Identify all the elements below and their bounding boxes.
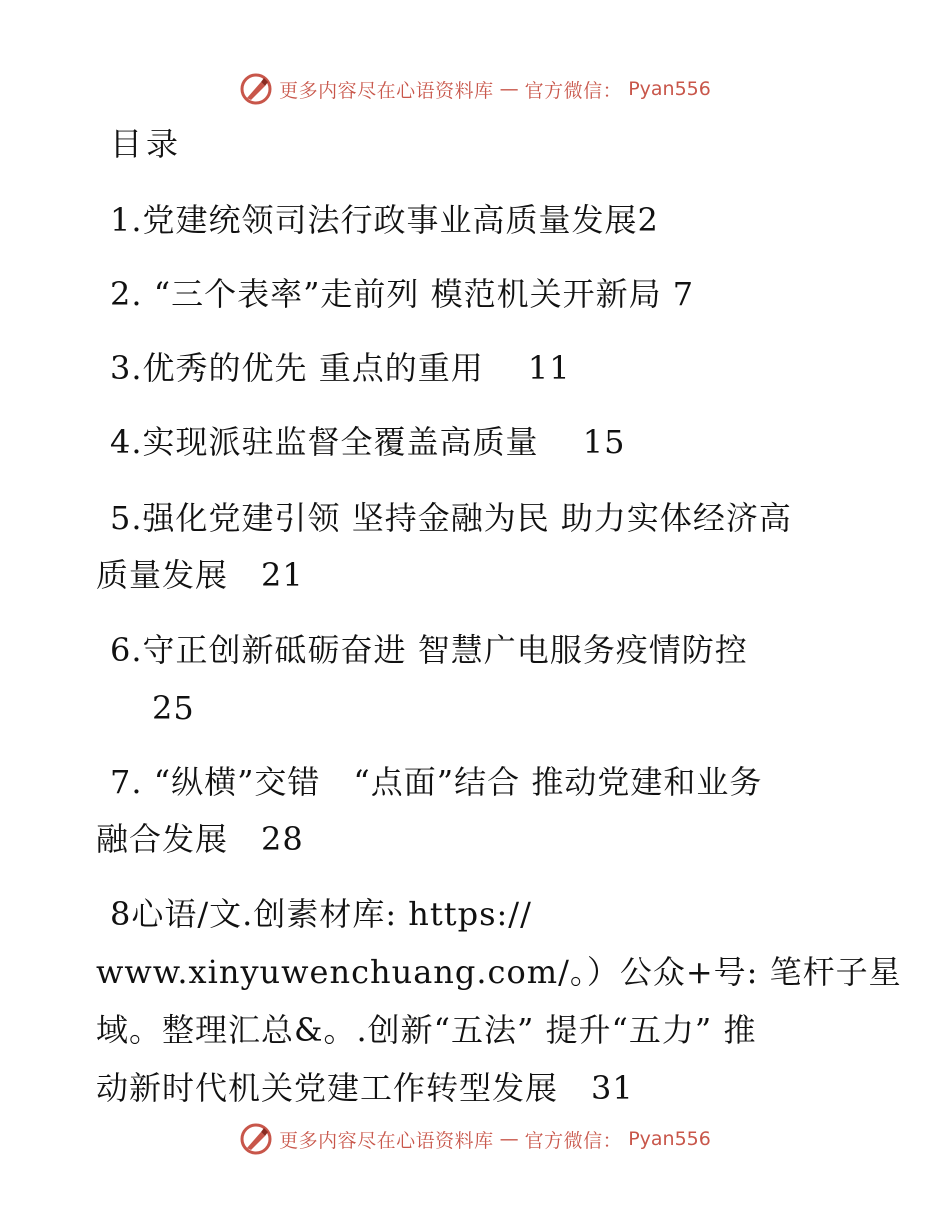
pen-logo-icon <box>239 1122 273 1156</box>
toc-item-6-line1: 6.守正创新砥砺奋进 智慧广电服务疫情防控 <box>110 631 748 669</box>
toc-item-8-line2: www.xinyuwenchuang.com/。）公众+号: 笔杆子星 <box>96 953 902 991</box>
toc-item-8-line3: 域。整理汇总&。.创新“五法” 提升“五力” 推 <box>96 1011 757 1049</box>
watermark-id: Pyan556 <box>628 1128 711 1150</box>
watermark-id: Pyan556 <box>628 78 711 100</box>
watermark-text: 更多内容尽在心语资料库 <box>279 1129 494 1152</box>
toc-item-5-line2: 质量发展 21 <box>96 556 304 594</box>
toc-item-2: 2. “三个表率”走前列 模范机关开新局 7 <box>110 275 695 313</box>
toc-item-4: 4.实现派驻监督全覆盖高质量 15 <box>110 423 626 461</box>
watermark-separator: — <box>499 1128 519 1150</box>
watermark-label: 官方微信： <box>524 1129 623 1152</box>
watermark-label: 官方微信： <box>524 79 623 102</box>
toc-item-7-line1: 7. “纵横”交错 “点面”结合 推动党建和业务 <box>110 763 763 801</box>
toc-item-1: 1.党建统领司法行政事业高质量发展2 <box>110 201 659 239</box>
toc-item-8-line1: 8心语/文.创素材库: https:// <box>110 895 532 933</box>
toc-item-7-line2: 融合发展 28 <box>96 820 304 858</box>
watermark-header <box>0 72 950 106</box>
watermark-separator: — <box>499 78 519 100</box>
toc-item-8-line4: 动新时代机关党建工作转型发展 31 <box>96 1069 634 1107</box>
pen-logo-icon <box>239 72 273 106</box>
watermark-text: 更多内容尽在心语资料库 <box>279 79 494 102</box>
toc-item-6-line2: 25 <box>152 689 195 727</box>
toc-title: 目录 <box>110 125 183 163</box>
watermark-footer <box>0 1122 950 1156</box>
toc-item-5-line1: 5.强化党建引领 坚持金融为民 助力实体经济高 <box>110 499 792 537</box>
toc-item-3: 3.优秀的优先 重点的重用 11 <box>110 349 571 387</box>
